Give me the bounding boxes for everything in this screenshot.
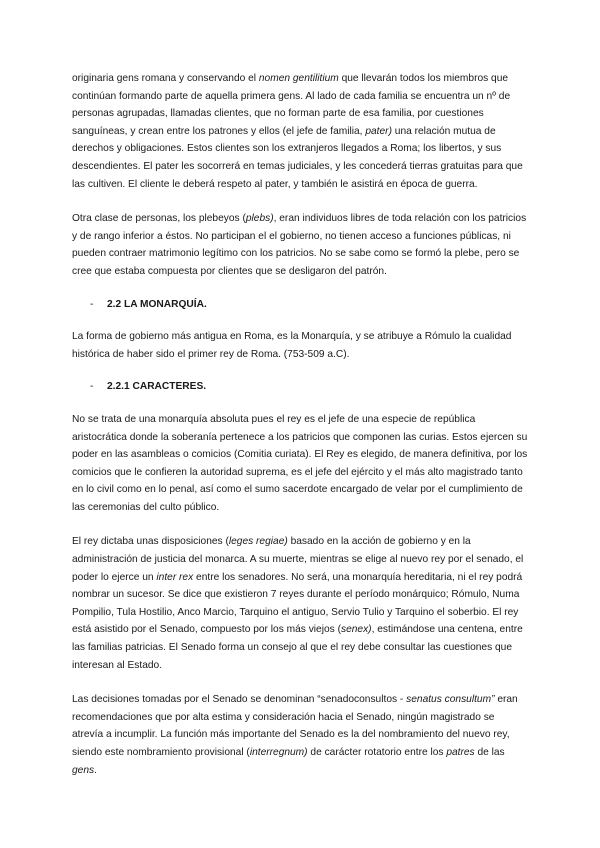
paragraph-caracteres: No se trata de una monarquía absoluta pues el rey es el jefe de una especie de república aristocrática donde la soberanía pertenece a los patricios que componen las curias. Estos ejercen su poder en las asambleas o comicios (Comitia curiata). El Rey es elegido, de manera definitiva, por los comicios que le confieren la autoridad suprema, es el jefe del ejército y el más alto magistrado tanto en lo civil como en lo penal, así como el sumo sacerdote encargado de velar por el cumplimiento de las ceremonias del culto público. <box>72 413 528 513</box>
paragraph-monarquia: La forma de gobierno más antigua en Roma, es la Monarquía, y se atribuye a Rómulo la cualidad histórica de haber sido el primer rey de Roma. (753-509 a.C). <box>72 331 512 360</box>
paragraph-plebeyos: Otra clase de personas, los plebeyos (plebs), eran individuos libres de toda relación con los patricios y de rango inferior a éstos. No participan el el gobierno, no tienen acceso a funciones públicas, ni pueden contraer matrimonio legítimo con los patricios. No se sabe como se formó la plebe, pero se cree que estaba compuesta por clientes que se desligaron del patrón. <box>72 213 527 277</box>
section-heading-caracteres <box>72 378 528 396</box>
section-heading-text: 2.2 LA MONARQUÍA. <box>107 298 207 310</box>
paragraph-leges-regiae: El rey dictaba unas disposiciones (leges regiae) basado en la acción de gobierno y en la administración de justicia del monarca. A su muerte, mientras se elige al nuevo rey por el senado, el poder lo ejerce un inter rex entre los senadores. No será, una monarquía hereditaria, ni el rey podrá nombrar un sucesor. Se dice que existieron 7 reyes durante el período monárquico; Rómulo, Numa Pompilio, Tula Hostilio, Anco Marcio, Tarquino el antiguo, Servio Tulio y Tarquino el soberbio. El rey está asistido por el Senado, compuesto por los más viejos (senex), estimándose una centena, entre las familias patricias. El Senado forma un consejo al que el rey debe consultar las cuestiones que interesan al Estado. <box>72 536 524 671</box>
list-dash: - <box>90 298 94 310</box>
section-heading-monarquia <box>72 296 528 314</box>
paragraph-gens-clientes: originaria gens romana y conservando el nomen gentilitium que llevarán todos los miembros que continúan formando parte de aquella primera gens. Al lado de cada familia se encuentra un nº de personas agrupadas, llamadas clientes, que no forman parte de esa familia, por cuestiones sanguíneas, y crean entre los patrones y ellos (el jefe de familia, pater) una relación mutua de derechos y obligaciones. Estos clientes son los extranjeros llegados a Roma; los libertos, y sus descendientes. El pater les socorrerá en temas judiciales, y les concederá tierras gratuitas para que las cultiven. El cliente le deberá respeto al pater, y también le asistirá en época de guerra. <box>72 73 523 190</box>
paragraph-senado: Las decisiones tomadas por el Senado se denominan “senadoconsultos - senatus consultum” eran recomendaciones que por alta estima y consideración hacia el Senado, ningún magistrado se atrevía a incumplir. La función más importante del Senado es la del nombramiento del nuevo rey, siendo este nombramiento provisional (interregnum) de carácter rotatorio entre los patres de las gens. <box>72 694 518 776</box>
list-dash: - <box>90 381 94 393</box>
section-heading-text: 2.2.1 CARACTERES. <box>107 381 207 393</box>
